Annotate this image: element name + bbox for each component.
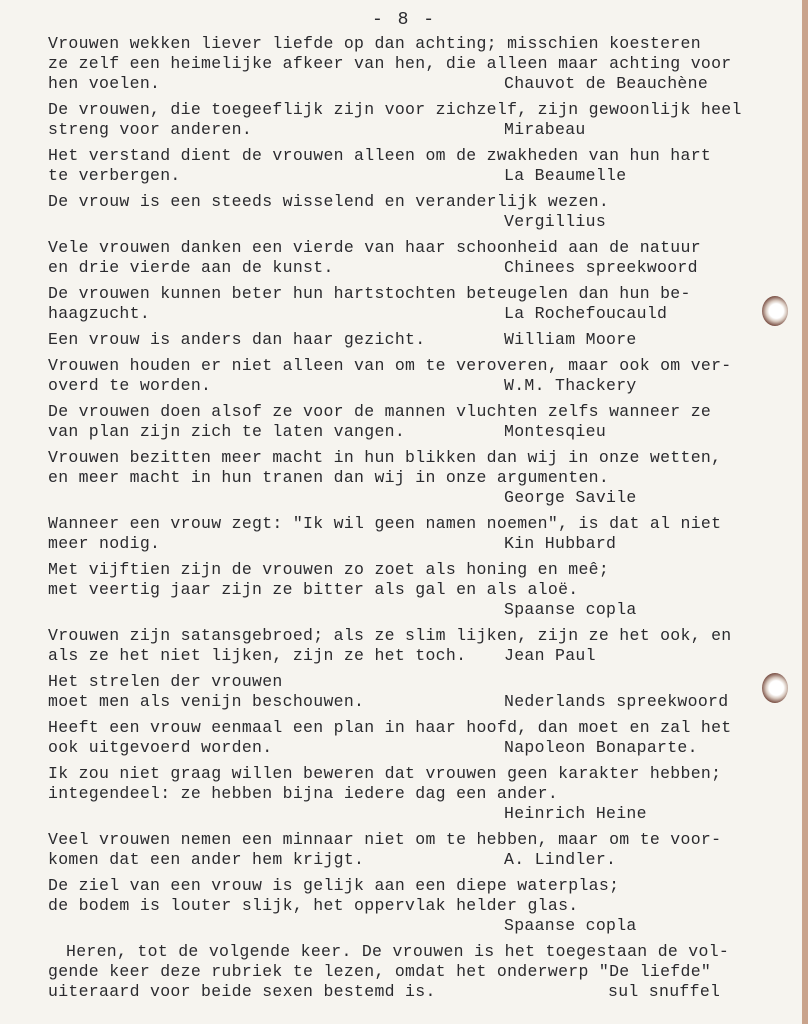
- quote-line: moet men als venijn beschouwen. Nederlands spreekwoord: [48, 692, 729, 711]
- quote-line: streng voor anderen. Mirabeau: [48, 120, 586, 139]
- quote-author: Nederlands spreekwoord: [504, 692, 729, 711]
- quotes-body: [48, 34, 778, 1008]
- closing-line: gende keer deze rubriek te lezen, omdat het onderwerp "De liefde": [48, 962, 712, 981]
- quote-line: Wanneer een vrouw zegt: "Ik wil geen namen noemen", is dat al niet: [48, 514, 722, 533]
- quote-line: Heeft een vrouw eenmaal een plan in haar hoofd, dan moet en zal het: [48, 718, 732, 737]
- page-number: - 8 -: [371, 10, 436, 30]
- quote-block: [48, 284, 778, 324]
- quote-line: meer nodig. Kin Hubbard: [48, 534, 617, 553]
- closing-line: Heren, tot de volgende keer. De vrouwen is het toegestaan de vol-: [66, 942, 730, 961]
- quote-block: [48, 238, 778, 278]
- quote-block: [48, 514, 778, 554]
- quote-line: Het verstand dient de vrouwen alleen om de zwakheden van hun hart: [48, 146, 712, 165]
- quote-line: Met vijftien zijn de vrouwen zo zoet als honing en meê;: [48, 560, 610, 579]
- quote-author: Napoleon Bonaparte.: [504, 738, 698, 757]
- quote-line: Veel vrouwen nemen een minnaar niet om te hebben, maar om te voor-: [48, 830, 722, 849]
- quote-author: La Rochefoucauld: [504, 304, 668, 323]
- quote-line: ook uitgevoerd worden. Napoleon Bonaparte.: [48, 738, 698, 757]
- quote-block: [48, 100, 778, 140]
- closing-line: uiteraard voor beide sexen bestemd is. sul snuffel: [48, 982, 721, 1001]
- quote-line: Vrouwen wekken liever liefde op dan achting; misschien koesteren: [48, 34, 701, 53]
- quote-line: Ik zou niet graag willen beweren dat vrouwen geen karakter hebben;: [48, 764, 722, 783]
- punch-hole-icon: [762, 296, 788, 326]
- signature: sul snuffel: [608, 982, 721, 1001]
- quote-line: en drie vierde aan de kunst. Chinees spreekwoord: [48, 258, 698, 277]
- quote-block: [48, 402, 778, 442]
- quote-block: [48, 560, 778, 620]
- punch-hole-icon: [762, 673, 788, 703]
- quote-block: [48, 626, 778, 666]
- quote-block: [48, 146, 778, 186]
- quote-author: Spaanse copla: [504, 916, 637, 935]
- quote-line: Vrouwen zijn satansgebroed; als ze slim lijken, zijn ze het ook, en: [48, 626, 732, 645]
- quote-line: De vrouwen, die toegeeflijk zijn voor zichzelf, zijn gewoonlijk heel: [48, 100, 742, 119]
- quote-block: [48, 830, 778, 870]
- quote-author: Heinrich Heine: [504, 804, 647, 823]
- quote-line: te verbergen. La Beaumelle: [48, 166, 627, 185]
- quote-author: Chauvot de Beauchène: [504, 74, 709, 93]
- quote-line: als ze het niet lijken, zijn ze het toch. Jean Paul: [48, 646, 596, 665]
- quote-line: Vrouwen bezitten meer macht in hun blikken dan wij in onze wetten,: [48, 448, 722, 467]
- quote-author: Chinees spreekwoord: [504, 258, 698, 277]
- quote-line: Een vrouw is anders dan haar gezicht. William Moore: [48, 330, 637, 349]
- quote-block: [48, 876, 778, 936]
- quote-block: [48, 34, 778, 94]
- quote-line: ze zelf een heimelijke afkeer van hen, die alleen maar achting voor: [48, 54, 732, 73]
- quote-author: William Moore: [504, 330, 637, 349]
- quote-author: La Beaumelle: [504, 166, 627, 185]
- quote-author: Vergillius: [504, 212, 607, 231]
- quote-line: de bodem is louter slijk, het oppervlak helder glas.: [48, 896, 579, 915]
- quote-line: haagzucht. La Rochefoucauld: [48, 304, 668, 323]
- quote-author: Spaanse copla: [504, 600, 637, 619]
- quote-author: A. Lindler.: [504, 850, 617, 869]
- quote-block: [48, 764, 778, 824]
- quote-line: Vrouwen houden er niet alleen van om te veroveren, maar ook om ver-: [48, 356, 732, 375]
- quote-author: Mirabeau: [504, 120, 586, 139]
- quote-line: overd te worden. W.M. Thackery: [48, 376, 637, 395]
- quote-line: met veertig jaar zijn ze bitter als gal en als aloë.: [48, 580, 579, 599]
- quote-author: Jean Paul: [504, 646, 596, 665]
- quote-block: [48, 330, 778, 350]
- quote-block: [48, 192, 778, 232]
- quote-line: De vrouwen kunnen beter hun hartstochten beteugelen dan hun be-: [48, 284, 691, 303]
- quote-line: Het strelen der vrouwen: [48, 672, 283, 691]
- quote-line: De vrouw is een steeds wisselend en veranderlijk wezen.: [48, 192, 610, 211]
- quote-block: [48, 356, 778, 396]
- quote-line: en meer macht in hun tranen dan wij in onze argumenten.: [48, 468, 610, 487]
- closing-paragraph: [48, 942, 778, 1002]
- quote-author: George Savile: [504, 488, 637, 507]
- quote-author: W.M. Thackery: [504, 376, 637, 395]
- quote-line: Vele vrouwen danken een vierde van haar schoonheid aan de natuur: [48, 238, 701, 257]
- quote-line: van plan zijn zich te laten vangen. Montesqieu: [48, 422, 607, 441]
- quote-block: [48, 718, 778, 758]
- quote-block: [48, 448, 778, 508]
- quote-line: komen dat een ander hem krijgt. A. Lindler.: [48, 850, 617, 869]
- quote-line: De ziel van een vrouw is gelijk aan een diepe waterplas;: [48, 876, 620, 895]
- quote-line: hen voelen. Chauvot de Beauchène: [48, 74, 709, 93]
- quote-line: integendeel: ze hebben bijna iedere dag een ander.: [48, 784, 559, 803]
- quote-line: De vrouwen doen alsof ze voor de mannen vluchten zelfs wanneer ze: [48, 402, 712, 421]
- quote-author: Montesqieu: [504, 422, 607, 441]
- quote-author: Kin Hubbard: [504, 534, 617, 553]
- quote-block: [48, 672, 778, 712]
